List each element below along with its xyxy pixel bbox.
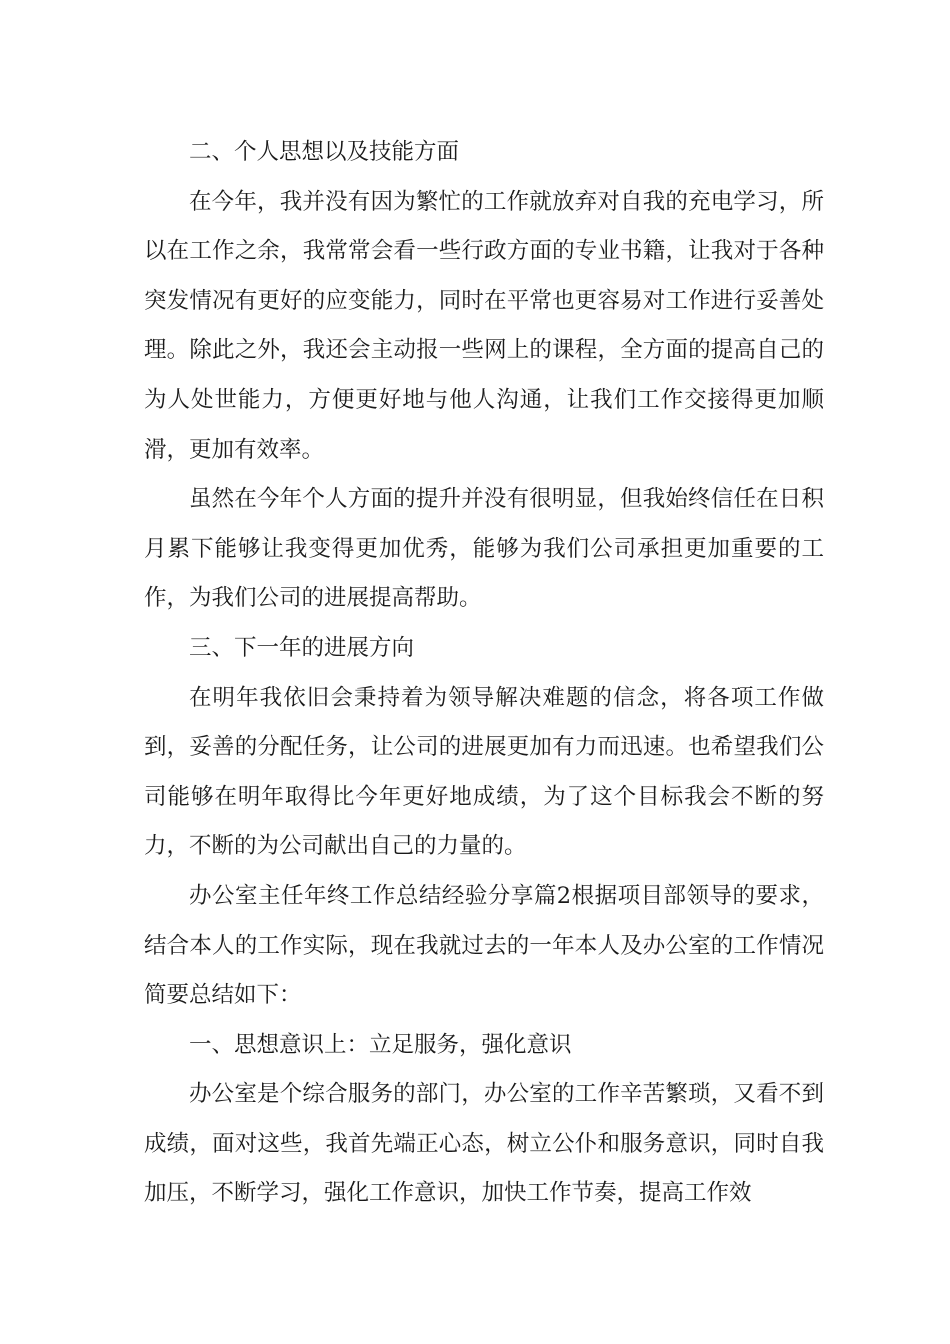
paragraph: 办公室是个综合服务的部门，办公室的工作辛苦繁琐，又看不到成绩，面对这些，我首先端正心态，树立公仆和服务意识，同时自我加压，不断学习，强化工作意识，加快工作节奏，提高工作效 — [144, 1081, 824, 1207]
paragraph: 在明年我依旧会秉持着为领导解决难题的信念，将各项工作做到，妥善的分配任务，让公司的进展更加有力而迅速。也希望我们公司能够在明年取得比今年更好地成绩，为了这个目标我会不断的努力，不断的为公司献出自己的力量的。 — [144, 684, 824, 860]
section-heading-personal-skills: 二、个人思想以及技能方面 — [189, 139, 460, 165]
paragraph: 办公室主任年终工作总结经验分享篇2根据项目部领导的要求，结合本人的工作实际，现在我就过去的一年本人及办公室的工作情况简要总结如下： — [144, 882, 824, 1009]
section-heading-ideology: 一、思想意识上：立足服务，强化意识 — [189, 1031, 572, 1058]
section-heading-next-year: 三、下一年的进展方向 — [189, 634, 415, 661]
document-body — [144, 128, 824, 1219]
paragraph: 虽然在今年个人方面的提升并没有很明显，但我始终信任在日积月累下能够让我变得更加优秀，能够为我们公司承担更加重要的工作，为我们公司的进展提高帮助。 — [144, 486, 824, 612]
paragraph: 在今年，我并没有因为繁忙的工作就放弃对自我的充电学习，所以在工作之余，我常常会看一些行政方面的专业书籍，让我对于各种突发情况有更好的应变能力，同时在平常也更容易对工作进行妥善处理。除此之外，我还会主动报一些网上的课程，全方面的提高自己的为人处世能力，方便更好地与他人沟通，让我们工作交接得更加顺滑，更加有效率。 — [144, 188, 824, 463]
